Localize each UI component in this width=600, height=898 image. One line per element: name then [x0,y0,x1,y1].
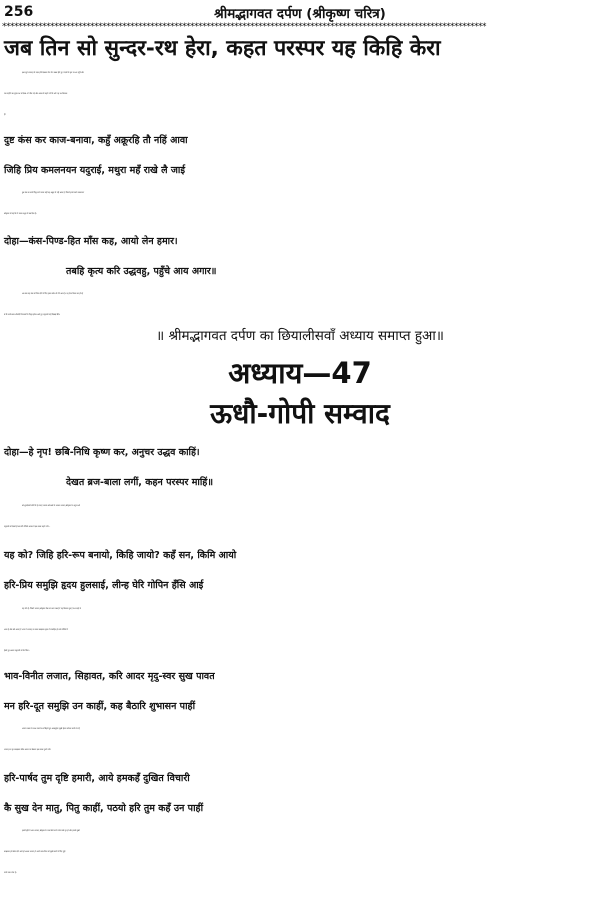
running-title: श्रीमद्भागवत दर्पण (श्रीकृष्ण चरित्र) [214,6,386,22]
page-header [0,4,600,24]
prose-paragraph [0,63,600,126]
verse-line: दुष्ट कंस कर काज-बनावा, कहुँ अक्रूरहि तौ नहिं आवा [4,135,188,146]
prose-line: है? [4,114,6,116]
chapter-heading: अध्याय—47 [228,356,372,390]
verse-line: जब तिन सो सुन्दर-रथ हेरा, कहत परस्पर यह किहि केरा [4,36,441,61]
verse-line: हरि-पार्षद तुम दृष्टि हमारी, आये हमकहँ दुखित विचारी [4,773,190,784]
verse-line: हरि-प्रिय समुझि हृदय हुलसाई, लीन्ह घेरि गोपिन हँसि आई [4,580,204,591]
prose-line: दुष्ट कंस का कार्य सिद्ध करने वाला कहीं वह अक्रूर तो नहीं आया है, जिसने हमारे प्यारे कमलनयन [22,192,85,194]
chapter-title: ऊधौ-गोपी सम्वाद [210,397,390,430]
page-number: 256 [4,4,34,20]
prose-line: जब उन्होंने उस सुन्दर रथ को देखा, तो चौंक पड़े और आपस में कहने लगे कि अरे! यह रथ किसका [4,93,68,95]
prose-line: थे कि उसी समय शौचादि नित्यकर्मों से निवृत्त होकर आते हुए उद्धवजी उन्हें दिखाई दिये। [4,314,60,316]
verse-line: दोहा—हे नृप! छबि-निधि कृष्ण कर, अनुचर उद्धव काहिं। [4,447,200,458]
prose-line: श्री शुकदेवजी बोले कि हे राजन्! समस्त शोभाओं के भण्डार भगवान् श्रीकृष्ण के अनुचर श्री [22,505,80,507]
verse-line: जिहि प्रिय कमलनयन यदुराई, मथुरा महँ राखे लै जाई [4,165,186,176]
verse-line: देखत ब्रज-बाला लगीं, कहन परस्पर माहिं॥ [66,477,214,488]
prose-line: आया है और क्यों आया है? अन्त में भगवान् का प्यारा समझकर हृदय में उत्साहित हो सभी गोपियों ने [4,629,69,631]
verse-line: भाव-विनीत लजात, सिहावत, करि आदर मृदु-स्वर सुख पावत [4,671,215,682]
prose-line: अत्यन्त नम्रता के साथ लजाते तथा सिहाते हुए आदरपूर्वक सुखी होकर कोमल वाणी से उन्हें [22,728,80,730]
prose-line: अब क्या यह कंस को पिण्ड देने के लिए हमारा माँस भी लेने आया है। यह ऐसा विचार कर ही रहे [22,293,84,295]
prose-line: श्रीकृष्ण को यहाँ से ले जाकर मथुरा में रख दिया है। [4,213,37,215]
prose-paragraph [0,599,600,662]
chapter-colophon: ॥ श्रीमद्भागवत दर्पण का छियालीसवाँ अध्याय समाप्त हुआ॥ [156,328,444,344]
prose-line: हँसते हुए आकर उद्धवजी को घेर लिया। [4,650,30,652]
verse-line: मन हरि-दूत समुझि उन काहीं, कह बैठारि शुभासन पाहीं [4,701,196,712]
prose-paragraph [0,183,600,225]
verse-chaupai [0,126,600,186]
prose-line: यह कौन है, जिसने भगवान् श्रीकृष्ण जैसा रूप बना रखा है? यह किसका पुत्र है तथा कहाँ से [22,608,81,610]
verse-chaupai [0,764,600,824]
prose-paragraph [0,496,600,538]
prose-line: उनके पास भेजा है। [4,872,17,874]
verse-line: तबहि कृत्य करि उद्धवहु, पहुँचे आय अगार॥ [66,266,217,277]
verse-line: यह को? जिहि हरि-रूप बनायो, किहि जायो? कहँ सन, किमि आयो [4,550,237,561]
prose-line: इधर सूर्य भगवान् को उदय होते देखकर गोप लोग प्रसन्न होते हुए नन्दजी के द्वार पर आ पहुँचे और [22,72,84,74]
verse-line: दोहा—कंस-पिण्ड-हित माँस कह, आयो लेन हमार। [4,236,178,247]
prose-paragraph [0,821,600,884]
prose-line: उद्धवजी को देखते ही ब्रज की गोपियाँ आपस में इस प्रकार कहने लगीं— [4,526,51,528]
prose-paragraph [0,719,600,761]
prose-paragraph [0,284,600,326]
verse-doha [0,438,600,498]
verse-line: कै सुख देन मातु, पितु काहीं, पठयो हरि तुम कहँ उन पाहीं [4,803,204,814]
prose-line: भगवान् का दूत समझकर पवित्र आसन पर बैठाकर इस प्रकार पूछने लगीं। [4,749,51,751]
prose-line: हमारी दृष्टि में आप भगवान् श्रीकृष्ण के पास बैठने वाले उनके प्यारे दूत हो और हमको दुखी [22,830,80,832]
verse-chaupai [0,541,600,601]
header-divider: ************************************************************************************************************************* [2,22,486,32]
verse-chaupai [0,34,600,64]
verse-doha [0,227,600,287]
verse-chaupai [0,662,600,722]
prose-line: समझकर हमें धीरज देने आये हो अथवा भगवान् ने अपने माता-पिता को सुखी करने के लिए तुम्हें [4,851,66,853]
